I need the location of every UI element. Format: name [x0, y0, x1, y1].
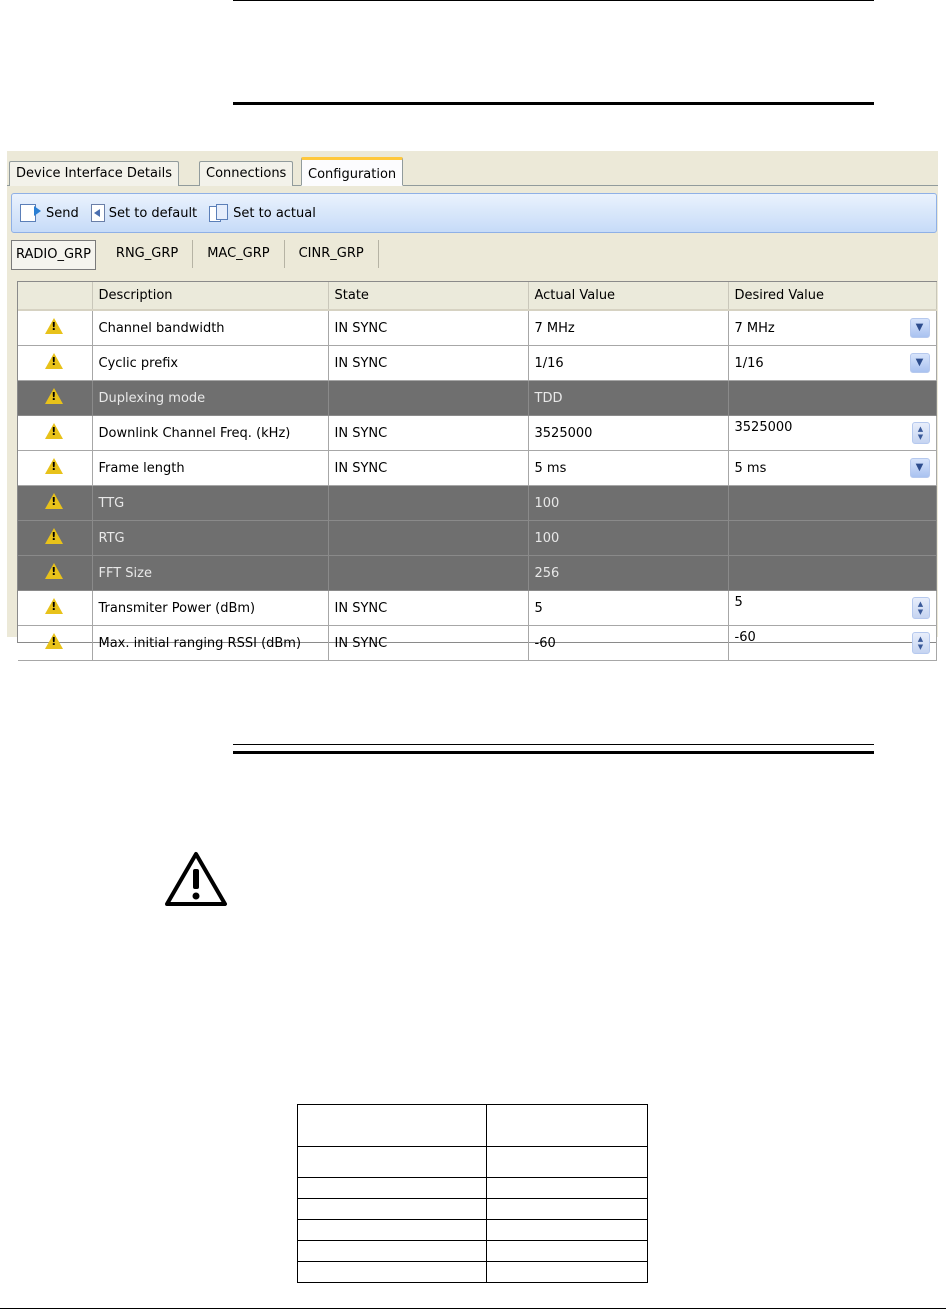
table-cell — [487, 1220, 648, 1241]
row-status-cell — [18, 310, 92, 346]
table-cell — [487, 1147, 648, 1178]
table-row — [298, 1220, 648, 1241]
parameter-grid — [17, 281, 937, 651]
desired-value-dropdown[interactable] — [728, 451, 936, 486]
table-row — [18, 556, 936, 591]
set-to-default-button[interactable] — [91, 204, 197, 222]
desired-value: 1/16 — [734, 355, 764, 371]
description-cell: Downlink Channel Freq. (kHz) — [92, 416, 328, 451]
table-row[interactable] — [18, 310, 936, 346]
actual-value-cell: 5 ms — [528, 451, 728, 486]
table-row — [18, 381, 936, 416]
table-cell — [487, 1105, 648, 1147]
group-tab-bar — [11, 240, 379, 270]
table-row — [298, 1241, 648, 1262]
row-status-cell — [18, 416, 92, 451]
desired-value-spinner[interactable] — [728, 626, 936, 661]
chevron-down-icon[interactable]: ▼ — [910, 318, 930, 338]
row-status-cell — [18, 556, 92, 591]
grid-header-row — [18, 282, 936, 310]
table-row[interactable] — [18, 451, 936, 486]
column-header-desired-value[interactable]: Desired Value — [728, 282, 936, 310]
description-cell: Frame length — [92, 451, 328, 486]
set-actual-label: Set to actual — [233, 205, 316, 221]
warning-icon — [45, 598, 63, 614]
desired-value: -60 — [734, 629, 756, 645]
row-status-cell — [18, 486, 92, 521]
table-row[interactable] — [18, 346, 936, 381]
table-row — [298, 1262, 648, 1283]
actual-value-cell: 100 — [528, 486, 728, 521]
table-row — [298, 1105, 648, 1147]
state-cell: IN SYNC — [328, 416, 528, 451]
table-cell — [298, 1220, 487, 1241]
description-cell: FFT Size — [92, 556, 328, 591]
warning-icon — [45, 423, 63, 439]
desired-value-cell — [728, 556, 936, 591]
table-cell — [298, 1262, 487, 1283]
spinner-arrows-icon[interactable]: ▲ ▼ — [912, 422, 930, 444]
spinner-arrows-icon[interactable]: ▲ ▼ — [912, 597, 930, 619]
row-status-cell — [18, 591, 92, 626]
top-thin-rule — [233, 0, 874, 1]
actual-value-cell: 256 — [528, 556, 728, 591]
table-cell — [487, 1241, 648, 1262]
tab-mac-grp[interactable]: MAC_GRP — [193, 240, 284, 268]
state-cell — [328, 381, 528, 416]
desired-value: 5 ms — [734, 460, 767, 476]
set-to-actual-button[interactable] — [209, 204, 316, 222]
state-cell: IN SYNC — [328, 626, 528, 661]
desired-value-cell — [728, 381, 936, 416]
state-cell — [328, 521, 528, 556]
row-status-cell — [18, 521, 92, 556]
desired-value-dropdown[interactable] — [728, 310, 936, 346]
warning-icon — [45, 633, 63, 649]
warning-icon — [45, 563, 63, 579]
actual-value-cell: 100 — [528, 521, 728, 556]
table-cell — [487, 1199, 648, 1220]
actual-value-cell: 1/16 — [528, 346, 728, 381]
row-status-cell — [18, 451, 92, 486]
column-header-state[interactable]: State — [328, 282, 528, 310]
desired-value-spinner[interactable] — [728, 416, 936, 451]
tab-cinr-grp[interactable]: CINR_GRP — [285, 240, 379, 268]
description-cell: Transmiter Power (dBm) — [92, 591, 328, 626]
column-header-actual-value[interactable]: Actual Value — [528, 282, 728, 310]
tab-rng-grp[interactable]: RNG_GRP — [102, 240, 193, 268]
warning-icon — [45, 318, 63, 334]
chevron-down-icon[interactable]: ▼ — [910, 353, 930, 373]
set-default-label: Set to default — [108, 205, 198, 221]
main-tab-bar — [7, 151, 938, 186]
set-actual-icon — [209, 204, 229, 222]
toolbar — [11, 193, 937, 233]
desired-value: 3525000 — [734, 419, 793, 435]
send-icon — [20, 204, 36, 222]
set-default-icon — [91, 204, 105, 222]
description-cell: Duplexing mode — [92, 381, 328, 416]
warning-icon — [45, 528, 63, 544]
table-cell — [487, 1262, 648, 1283]
spinner-arrows-icon[interactable]: ▲ ▼ — [912, 632, 930, 654]
desired-value-spinner[interactable] — [728, 591, 936, 626]
configuration-screenshot — [7, 151, 938, 651]
table-cell — [298, 1241, 487, 1262]
desired-value-cell — [728, 521, 936, 556]
tab-configuration[interactable]: Configuration — [301, 157, 403, 186]
actual-value-cell: 7 MHz — [528, 310, 728, 346]
caution-top-rule — [233, 744, 874, 745]
send-label: Send — [46, 205, 79, 221]
row-status-cell — [18, 381, 92, 416]
state-cell — [328, 556, 528, 591]
state-cell: IN SYNC — [328, 591, 528, 626]
description-cell: Max. initial ranging RSSI (dBm) — [92, 626, 328, 661]
table-row[interactable] — [18, 591, 936, 626]
table-row — [298, 1199, 648, 1220]
column-header-description[interactable]: Description — [92, 282, 328, 310]
actual-value-cell: 3525000 — [528, 416, 728, 451]
warning-icon — [45, 388, 63, 404]
chevron-down-icon[interactable]: ▼ — [910, 458, 930, 478]
table-row[interactable] — [18, 626, 936, 661]
description-cell: Channel bandwidth — [92, 310, 328, 346]
description-cell: RTG — [92, 521, 328, 556]
table-cell — [298, 1178, 487, 1199]
caution-bottom-rule — [233, 751, 874, 754]
desired-value-cell — [728, 486, 936, 521]
table-cell — [298, 1105, 487, 1147]
table-cell — [487, 1178, 648, 1199]
table-row — [298, 1178, 648, 1199]
top-thick-rule — [233, 102, 874, 105]
desired-value-dropdown[interactable] — [728, 346, 936, 381]
empty-reference-table — [297, 1104, 648, 1283]
warning-icon — [45, 353, 63, 369]
row-status-cell — [18, 626, 92, 661]
table-row — [18, 486, 936, 521]
send-button[interactable] — [20, 204, 79, 222]
desired-value: 5 — [734, 594, 743, 610]
warning-icon — [45, 458, 63, 474]
actual-value-cell: 5 — [528, 591, 728, 626]
description-cell: TTG — [92, 486, 328, 521]
table-row — [18, 521, 936, 556]
state-cell: IN SYNC — [328, 451, 528, 486]
table-row — [298, 1147, 648, 1178]
row-status-cell — [18, 346, 92, 381]
desired-value: 7 MHz — [734, 320, 775, 336]
caution-triangle-icon — [164, 851, 228, 907]
column-header-icon[interactable] — [18, 282, 92, 310]
state-cell: IN SYNC — [328, 310, 528, 346]
description-cell: Cyclic prefix — [92, 346, 328, 381]
table-row[interactable] — [18, 416, 936, 451]
state-cell: IN SYNC — [328, 346, 528, 381]
warning-icon — [45, 493, 63, 509]
actual-value-cell: -60 — [528, 626, 728, 661]
table-cell — [298, 1199, 487, 1220]
page-bottom-rule — [0, 1308, 946, 1309]
tab-device-interface-details[interactable]: Device Interface Details — [9, 161, 179, 186]
tab-radio-grp[interactable]: RADIO_GRP — [11, 240, 96, 270]
table-cell — [298, 1147, 487, 1178]
state-cell — [328, 486, 528, 521]
actual-value-cell: TDD — [528, 381, 728, 416]
tab-connections[interactable]: Connections — [199, 161, 293, 186]
